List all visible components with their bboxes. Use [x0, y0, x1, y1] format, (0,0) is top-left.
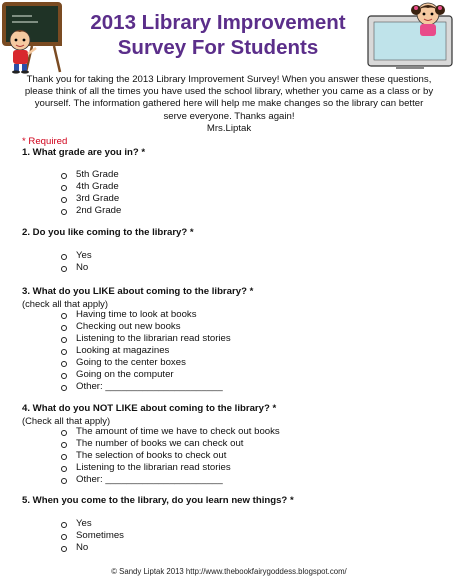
option-checkbox[interactable]: Going on the computer: [61, 369, 231, 381]
question-5-label: 5. When you come to the library, do you learn new things? *: [22, 495, 294, 506]
intro-text: Thank you for taking the 2013 Library Improvement Survey! When you answer these questions, please think of all the times you have used the school library, whether you came as a class or by yourself. The information gathered here will help me make changes so the library can better serve everyone. Thanks again!: [24, 74, 434, 122]
girl-computer-illustration: [366, 2, 454, 70]
option-checkbox[interactable]: Listening to the librarian read stories: [61, 462, 280, 474]
option-radio[interactable]: 2nd Grade: [61, 205, 121, 217]
option-radio[interactable]: Yes: [61, 250, 92, 262]
option-checkbox[interactable]: Other: ______________________: [61, 474, 280, 486]
copyright-footer: © Sandy Liptak 2013 http://www.thebookfairygoddess.blogspot.com/: [111, 567, 347, 576]
boy-chalkboard-illustration: [2, 2, 66, 74]
question-2-options: [61, 250, 92, 274]
intro-paragraph: [22, 74, 436, 135]
option-checkbox[interactable]: Checking out new books: [61, 321, 231, 333]
option-radio[interactable]: No: [61, 542, 124, 554]
option-checkbox[interactable]: Other: ______________________: [61, 381, 231, 393]
option-checkbox[interactable]: Having time to look at books: [61, 309, 231, 321]
option-radio[interactable]: 3rd Grade: [61, 193, 121, 205]
option-radio[interactable]: 5th Grade: [61, 169, 121, 181]
question-1-options: [61, 169, 121, 217]
question-1-label: 1. What grade are you in? *: [22, 147, 146, 158]
question-3-note: (check all that apply): [22, 298, 108, 309]
required-note: * Required: [22, 136, 68, 147]
option-checkbox[interactable]: Going to the center boxes: [61, 357, 231, 369]
intro-signature: Mrs.Liptak: [206, 122, 252, 134]
question-4-options: [61, 426, 280, 486]
title-line-2: Survey For Students: [117, 36, 319, 59]
option-checkbox[interactable]: Listening to the librarian read stories: [61, 333, 231, 345]
question-3-options: [61, 309, 231, 393]
option-checkbox[interactable]: The number of books we can check out: [61, 438, 280, 450]
option-radio[interactable]: 4th Grade: [61, 181, 121, 193]
question-2-label: 2. Do you like coming to the library? *: [22, 227, 194, 238]
option-radio[interactable]: No: [61, 262, 92, 274]
survey-title: [68, 10, 368, 60]
option-checkbox[interactable]: The selection of books to check out: [61, 450, 280, 462]
question-4-note: (Check all that apply): [22, 415, 111, 426]
question-4-label: 4. What do you NOT LIKE about coming to the library? *: [22, 403, 277, 414]
option-radio[interactable]: Yes: [61, 518, 124, 530]
question-3-label: 3. What do you LIKE about coming to the library? *: [22, 286, 254, 297]
option-checkbox[interactable]: The amount of time we have to check out books: [61, 426, 280, 438]
option-checkbox[interactable]: Looking at magazines: [61, 345, 231, 357]
title-line-1: 2013 Library Improvement: [90, 11, 346, 34]
option-radio[interactable]: Sometimes: [61, 530, 124, 542]
question-5-options: [61, 518, 124, 554]
